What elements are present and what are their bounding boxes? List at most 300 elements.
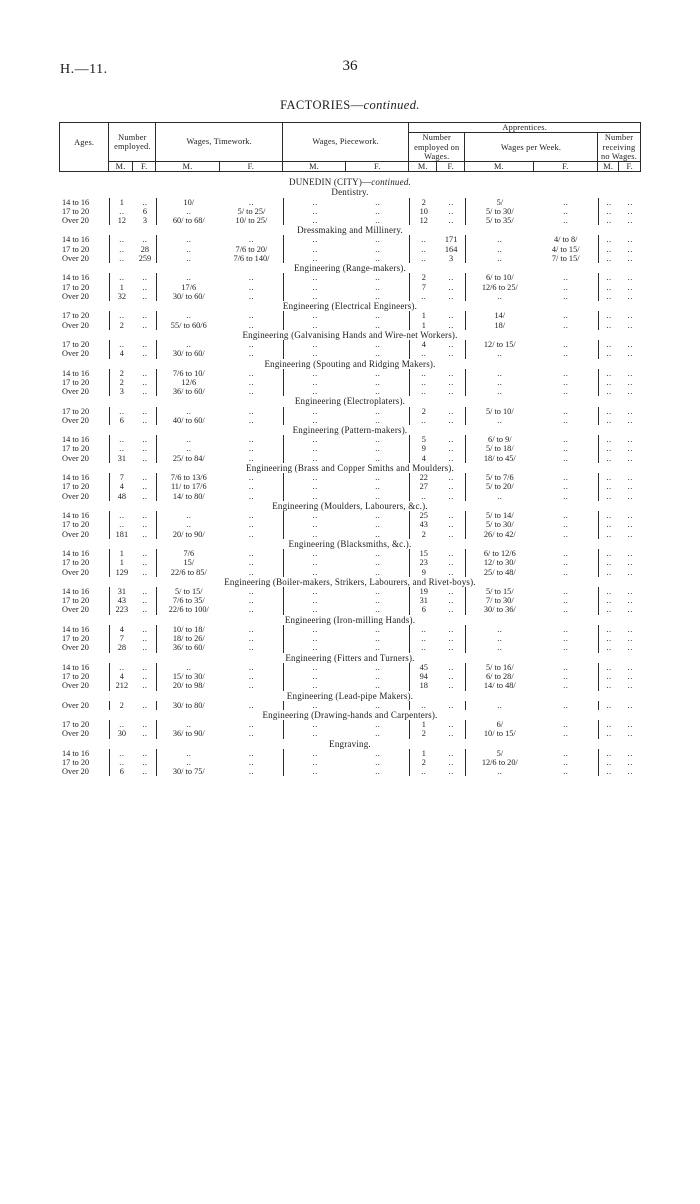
cell-ages: 17 to 20 bbox=[62, 558, 90, 568]
cell-timework-m: 5/ to 15/ bbox=[157, 587, 220, 596]
cell-apprentices-f: .. bbox=[448, 273, 454, 283]
cell-appr-wages-m: 6/ to 12/6 bbox=[465, 549, 534, 558]
cell-number-employed-m: 3 bbox=[110, 387, 134, 396]
table-row bbox=[59, 520, 641, 529]
section-heading: Engineering (Iron-milling Hands). bbox=[284, 614, 416, 625]
cell-apprentices-m: 15 bbox=[410, 549, 438, 558]
cell-apprentices-f: .. bbox=[448, 320, 454, 330]
cell-ages: 17 to 20 bbox=[62, 206, 90, 216]
cell-timework-f: .. bbox=[248, 586, 255, 596]
table-row bbox=[59, 407, 641, 416]
cell-apprentices-m: .. bbox=[410, 254, 438, 263]
cell-no-wages-f: .. bbox=[627, 624, 633, 634]
col-ap-m: M. bbox=[409, 162, 437, 172]
cell-no-wages-m: .. bbox=[598, 558, 619, 567]
cell-apprentices-m: 31 bbox=[410, 596, 438, 605]
cell-piecework-f: .. bbox=[375, 605, 381, 615]
cell-no-wages-m: .. bbox=[598, 643, 619, 652]
cell-appr-wages-m: 14/ bbox=[465, 311, 534, 320]
cell-timework-f: .. bbox=[248, 748, 255, 758]
cell-timework-m: 14/ to 80/ bbox=[157, 492, 220, 501]
cell-piecework-m: .. bbox=[283, 549, 346, 558]
table-row bbox=[59, 321, 641, 330]
cell-piecework-m: .. bbox=[283, 530, 346, 539]
section-heading: Engineering (Pattern-makers). bbox=[292, 425, 408, 436]
cell-ages: 17 to 20 bbox=[62, 719, 90, 729]
section-heading: Engineering (Galvanising Hands and Wire-net Workers). bbox=[242, 329, 458, 340]
cell-number-employed-m: .. bbox=[110, 273, 134, 282]
cell-no-wages-m: .. bbox=[598, 444, 619, 453]
cell-piecework-m: .. bbox=[283, 558, 346, 567]
cell-piecework-m: .. bbox=[283, 349, 346, 358]
section-heading: Engineering (Range-makers). bbox=[294, 263, 406, 274]
cell-timework-m: 12/6 bbox=[157, 378, 220, 387]
cell-timework-m: 10/ to 18/ bbox=[157, 625, 220, 634]
cell-timework-f: .. bbox=[248, 548, 255, 558]
cell-ages: 14 to 16 bbox=[62, 548, 90, 558]
col-nw-m: M. bbox=[598, 162, 619, 172]
cell-piecework-m: .. bbox=[283, 207, 346, 216]
cell-appr-wages-m: 6/ to 28/ bbox=[465, 672, 534, 681]
cell-ages: 14 to 16 bbox=[62, 624, 90, 634]
cell-no-wages-m: .. bbox=[598, 207, 619, 216]
cell-piecework-f: .. bbox=[375, 681, 381, 691]
cell-number-employed-f: .. bbox=[142, 491, 148, 501]
cell-timework-f: 7/6 to 20/ bbox=[235, 244, 268, 254]
cell-piecework-m: .. bbox=[283, 416, 346, 425]
table-caption bbox=[0, 98, 700, 113]
cell-timework-m: .. bbox=[157, 273, 220, 282]
cell-number-employed-m: 212 bbox=[110, 681, 134, 690]
cell-piecework-f: .. bbox=[375, 368, 381, 378]
cell-piecework-f: .. bbox=[375, 482, 381, 492]
cell-timework-f: .. bbox=[248, 453, 255, 463]
cell-apprentices-m: 9 bbox=[410, 444, 438, 453]
cell-piecework-m: .. bbox=[283, 444, 346, 453]
cell-piecework-m: .. bbox=[283, 254, 346, 263]
cell-no-wages-m: .. bbox=[598, 340, 619, 349]
cell-appr-wages-m: 5/ to 18/ bbox=[465, 444, 534, 453]
cell-appr-wages-m: 12/6 to 20/ bbox=[465, 758, 534, 767]
cell-no-wages-m: .. bbox=[598, 767, 619, 776]
cell-timework-m: 40/ to 60/ bbox=[157, 416, 220, 425]
cell-no-wages-f: .. bbox=[627, 681, 633, 691]
cell-piecework-f: .. bbox=[375, 586, 381, 596]
cell-number-employed-m: 1 bbox=[110, 549, 134, 558]
cell-apprentices-f: .. bbox=[448, 339, 454, 349]
section-heading: Engineering (Spouting and Ridging Makers). bbox=[264, 358, 436, 369]
cell-timework-m: 7/6 to 35/ bbox=[157, 596, 220, 605]
section-heading: Engineering (Lead-pipe Makers). bbox=[286, 690, 414, 701]
cell-piecework-f: .. bbox=[375, 491, 381, 501]
cell-ages: 14 to 16 bbox=[62, 273, 90, 283]
cell-no-wages-m: .. bbox=[598, 369, 619, 378]
section-heading-row bbox=[59, 425, 641, 435]
cell-apprentices-m: 18 bbox=[410, 681, 438, 690]
cell-ages: Over 20 bbox=[62, 453, 89, 463]
cell-timework-m: 36/ to 60/ bbox=[157, 387, 220, 396]
cell-piecework-f: .. bbox=[375, 757, 381, 767]
document-reference: H.—11. bbox=[60, 62, 108, 77]
cell-ages: Over 20 bbox=[62, 681, 89, 691]
cell-apprentices-m: .. bbox=[410, 387, 438, 396]
table-row bbox=[59, 701, 641, 710]
cell-ages: Over 20 bbox=[62, 605, 89, 615]
col-wages-piecework: Wages, Piecework. bbox=[282, 123, 408, 162]
cell-number-employed-m: .. bbox=[110, 720, 134, 729]
cell-number-employed-m: 2 bbox=[110, 378, 134, 387]
cell-appr-wages-f: .. bbox=[563, 767, 569, 777]
cell-appr-wages-m: 5/ to 20/ bbox=[465, 482, 534, 491]
cell-no-wages-m: .. bbox=[598, 749, 619, 758]
cell-piecework-f: .. bbox=[375, 662, 381, 672]
cell-timework-f: .. bbox=[248, 349, 255, 359]
cell-timework-f: .. bbox=[248, 681, 255, 691]
cell-appr-wages-f: .. bbox=[563, 757, 569, 767]
cell-appr-wages-f: .. bbox=[563, 368, 569, 378]
cell-no-wages-f: .. bbox=[627, 567, 633, 577]
cell-piecework-m: .. bbox=[283, 407, 346, 416]
cell-number-employed-f: 28 bbox=[140, 244, 150, 254]
cell-apprentices-m: .. bbox=[410, 349, 438, 358]
section-heading: Engineering (Blacksmiths, &c.). bbox=[288, 538, 412, 549]
cell-appr-wages-m: 18/ to 45/ bbox=[465, 454, 534, 463]
cell-number-employed-m: 2 bbox=[110, 369, 134, 378]
col-nw-f: F. bbox=[619, 162, 641, 172]
cell-apprentices-m: 4 bbox=[410, 454, 438, 463]
cell-appr-wages-f: .. bbox=[563, 643, 569, 653]
cell-piecework-f: .. bbox=[375, 548, 381, 558]
cell-number-employed-m: .. bbox=[110, 444, 134, 453]
col-ne-f: F. bbox=[132, 162, 156, 172]
cell-piecework-f: .. bbox=[375, 473, 381, 483]
cell-number-employed-m: .. bbox=[110, 758, 134, 767]
table-row bbox=[59, 198, 641, 207]
cell-appr-wages-f: .. bbox=[563, 671, 569, 681]
cell-timework-m: 7/6 bbox=[157, 549, 220, 558]
cell-timework-m: .. bbox=[157, 749, 220, 758]
cell-apprentices-f: .. bbox=[448, 596, 454, 606]
section-heading-row bbox=[59, 710, 641, 720]
cell-number-employed-f: .. bbox=[142, 643, 148, 653]
cell-timework-m: 30/ to 80/ bbox=[157, 701, 220, 710]
cell-piecework-m: .. bbox=[283, 511, 346, 520]
table-row bbox=[59, 634, 641, 643]
table-row bbox=[59, 758, 641, 767]
cell-timework-f: .. bbox=[248, 435, 255, 445]
page-number: 36 bbox=[342, 58, 358, 74]
col-aw-m: M. bbox=[465, 162, 534, 172]
cell-apprentices-f: 164 bbox=[444, 244, 458, 254]
cell-apprentices-m: 12 bbox=[410, 216, 438, 225]
cell-no-wages-m: .. bbox=[598, 435, 619, 444]
cell-piecework-m: .. bbox=[283, 292, 346, 301]
cell-timework-f: .. bbox=[248, 415, 255, 425]
cell-no-wages-m: .. bbox=[598, 701, 619, 710]
table-caption-continued: continued. bbox=[363, 98, 420, 112]
table-row bbox=[59, 349, 641, 358]
cell-no-wages-m: .. bbox=[598, 407, 619, 416]
cell-apprentices-f: .. bbox=[448, 311, 454, 321]
cell-no-wages-f: .. bbox=[627, 415, 633, 425]
cell-ages: 17 to 20 bbox=[62, 482, 90, 492]
cell-piecework-m: .. bbox=[283, 681, 346, 690]
cell-ages: 14 to 16 bbox=[62, 197, 90, 207]
cell-timework-f: .. bbox=[248, 605, 255, 615]
cell-ages: 17 to 20 bbox=[62, 406, 90, 416]
cell-number-employed-f: .. bbox=[142, 291, 148, 301]
cell-appr-wages-m: .. bbox=[465, 245, 534, 254]
cell-apprentices-f: .. bbox=[448, 282, 454, 292]
district-heading-row bbox=[59, 172, 641, 187]
cell-piecework-f: .. bbox=[375, 700, 381, 710]
cell-number-employed-f: .. bbox=[142, 596, 148, 606]
table-row bbox=[59, 530, 641, 539]
cell-apprentices-f: .. bbox=[448, 387, 454, 397]
cell-apprentices-m: 4 bbox=[410, 340, 438, 349]
cell-apprentices-f: .. bbox=[448, 662, 454, 672]
cell-timework-f: .. bbox=[248, 567, 255, 577]
table-row bbox=[59, 663, 641, 672]
cell-piecework-f: .. bbox=[375, 197, 381, 207]
cell-no-wages-f: .. bbox=[627, 387, 633, 397]
cell-apprentices-f: .. bbox=[448, 197, 454, 207]
cell-appr-wages-f: .. bbox=[563, 511, 569, 521]
cell-appr-wages-m: .. bbox=[465, 292, 534, 301]
cell-number-employed-m: 30 bbox=[110, 729, 134, 738]
cell-no-wages-m: .. bbox=[598, 549, 619, 558]
cell-appr-wages-f: .. bbox=[563, 453, 569, 463]
cell-appr-wages-f: 4/ to 8/ bbox=[553, 235, 578, 245]
cell-apprentices-f: .. bbox=[448, 368, 454, 378]
cell-piecework-f: .. bbox=[375, 216, 381, 226]
section-heading-row bbox=[59, 577, 641, 587]
cell-apprentices-f: .. bbox=[448, 216, 454, 226]
cell-timework-f: .. bbox=[248, 197, 255, 207]
cell-no-wages-f: .. bbox=[627, 548, 633, 558]
cell-appr-wages-f: .. bbox=[563, 719, 569, 729]
cell-timework-m: 15/ to 30/ bbox=[157, 672, 220, 681]
cell-number-employed-f: .. bbox=[142, 767, 148, 777]
cell-apprentices-f: .. bbox=[448, 377, 454, 387]
cell-timework-m: 30/ to 75/ bbox=[157, 767, 220, 776]
cell-piecework-m: .. bbox=[283, 625, 346, 634]
cell-number-employed-m: 6 bbox=[110, 767, 134, 776]
cell-number-employed-m: .. bbox=[110, 207, 134, 216]
cell-piecework-m: .. bbox=[283, 198, 346, 207]
cell-piecework-f: .. bbox=[375, 282, 381, 292]
cell-no-wages-f: .. bbox=[627, 700, 633, 710]
cell-piecework-m: .. bbox=[283, 435, 346, 444]
cell-ages: 17 to 20 bbox=[62, 311, 90, 321]
cell-no-wages-m: .. bbox=[598, 720, 619, 729]
cell-apprentices-f: .. bbox=[448, 558, 454, 568]
cell-no-wages-m: .. bbox=[598, 634, 619, 643]
cell-apprentices-f: .. bbox=[448, 624, 454, 634]
cell-number-employed-f: .. bbox=[142, 235, 148, 245]
cell-apprentices-f: .. bbox=[448, 719, 454, 729]
cell-timework-f: .. bbox=[248, 377, 255, 387]
cell-ages: Over 20 bbox=[62, 700, 89, 710]
cell-no-wages-f: .. bbox=[627, 482, 633, 492]
section-heading-row bbox=[59, 330, 641, 340]
cell-no-wages-m: .. bbox=[598, 416, 619, 425]
cell-appr-wages-f: .. bbox=[563, 311, 569, 321]
cell-appr-wages-f: .. bbox=[563, 320, 569, 330]
col-pw-m: M. bbox=[282, 162, 345, 172]
cell-timework-f: .. bbox=[248, 511, 255, 521]
cell-timework-f: .. bbox=[248, 320, 255, 330]
section-heading: Engineering (Moulders, Labourers, &c.). bbox=[272, 500, 428, 511]
cell-no-wages-m: .. bbox=[598, 605, 619, 614]
cell-apprentices-m: 2 bbox=[410, 273, 438, 282]
cell-timework-m: .. bbox=[157, 758, 220, 767]
cell-no-wages-f: .. bbox=[627, 435, 633, 445]
cell-apprentices-m: 19 bbox=[410, 587, 438, 596]
cell-appr-wages-m: .. bbox=[465, 416, 534, 425]
cell-appr-wages-f: .. bbox=[563, 558, 569, 568]
cell-ages: 14 to 16 bbox=[62, 435, 90, 445]
table-row bbox=[59, 416, 641, 425]
cell-appr-wages-f: .. bbox=[563, 291, 569, 301]
cell-piecework-m: .. bbox=[283, 749, 346, 758]
cell-piecework-f: .. bbox=[375, 748, 381, 758]
cell-piecework-f: .. bbox=[375, 339, 381, 349]
cell-number-employed-m: .. bbox=[110, 663, 134, 672]
cell-apprentices-m: 94 bbox=[410, 672, 438, 681]
table-row bbox=[59, 378, 641, 387]
cell-appr-wages-f: .. bbox=[563, 634, 569, 644]
cell-number-employed-m: .. bbox=[110, 245, 134, 254]
section-heading-row bbox=[59, 539, 641, 549]
table-row bbox=[59, 587, 641, 596]
cell-appr-wages-f: .. bbox=[563, 662, 569, 672]
cell-appr-wages-m: 12/6 to 25/ bbox=[465, 283, 534, 292]
cell-appr-wages-f: .. bbox=[563, 415, 569, 425]
cell-ages: 14 to 16 bbox=[62, 748, 90, 758]
cell-apprentices-m: .. bbox=[410, 378, 438, 387]
cell-timework-f: .. bbox=[248, 643, 255, 653]
cell-number-employed-m: 7 bbox=[110, 473, 134, 482]
cell-piecework-m: .. bbox=[283, 216, 346, 225]
cell-appr-wages-f: .. bbox=[563, 700, 569, 710]
cell-appr-wages-m: 5/ to 16/ bbox=[465, 663, 534, 672]
cell-no-wages-f: .. bbox=[627, 662, 633, 672]
table-row bbox=[59, 292, 641, 301]
cell-piecework-m: .. bbox=[283, 767, 346, 776]
cell-piecework-f: .. bbox=[375, 291, 381, 301]
cell-number-employed-f: .. bbox=[142, 757, 148, 767]
cell-number-employed-f: .. bbox=[142, 624, 148, 634]
table-row bbox=[59, 596, 641, 605]
cell-appr-wages-m: 5/ to 10/ bbox=[465, 407, 534, 416]
cell-appr-wages-f: .. bbox=[563, 567, 569, 577]
cell-timework-m: .. bbox=[157, 520, 220, 529]
cell-timework-f: .. bbox=[248, 368, 255, 378]
cell-appr-wages-m: 5/ bbox=[465, 198, 534, 207]
cell-apprentices-m: 23 bbox=[410, 558, 438, 567]
cell-number-employed-f: .. bbox=[142, 729, 148, 739]
cell-no-wages-f: .. bbox=[627, 605, 633, 615]
cell-timework-f: .. bbox=[248, 729, 255, 739]
column-header-table bbox=[59, 122, 641, 172]
cell-number-employed-m: 32 bbox=[110, 292, 134, 301]
cell-apprentices-f: 171 bbox=[444, 235, 458, 245]
cell-appr-wages-f: .. bbox=[563, 377, 569, 387]
cell-appr-wages-m: 6/ to 10/ bbox=[465, 273, 534, 282]
cell-appr-wages-f: .. bbox=[563, 473, 569, 483]
cell-piecework-f: .. bbox=[375, 244, 381, 254]
cell-piecework-m: .. bbox=[283, 235, 346, 244]
cell-number-employed-f: .. bbox=[142, 444, 148, 454]
cell-apprentices-f: .. bbox=[448, 700, 454, 710]
cell-timework-f: .. bbox=[248, 596, 255, 606]
cell-no-wages-m: .. bbox=[598, 596, 619, 605]
cell-timework-f: .. bbox=[248, 406, 255, 416]
cell-apprentices-m: .. bbox=[410, 369, 438, 378]
cell-number-employed-m: .. bbox=[110, 407, 134, 416]
cell-apprentices-m: .. bbox=[410, 625, 438, 634]
col-ages: Ages. bbox=[60, 123, 109, 162]
cell-no-wages-f: .. bbox=[627, 311, 633, 321]
cell-no-wages-m: .. bbox=[598, 378, 619, 387]
cell-apprentices-f: 3 bbox=[449, 254, 454, 264]
cell-number-employed-f: .. bbox=[142, 511, 148, 521]
cell-no-wages-f: .. bbox=[627, 291, 633, 301]
cell-ages: Over 20 bbox=[62, 291, 89, 301]
cell-ages: 17 to 20 bbox=[62, 444, 90, 454]
cell-apprentices-f: .. bbox=[448, 415, 454, 425]
cell-no-wages-f: .. bbox=[627, 748, 633, 758]
cell-timework-m: 10/ bbox=[157, 198, 220, 207]
table-row bbox=[59, 767, 641, 776]
cell-timework-m: .. bbox=[157, 435, 220, 444]
cell-appr-wages-f: .. bbox=[563, 216, 569, 226]
col-ap-f: F. bbox=[437, 162, 465, 172]
cell-timework-m: 22/6 to 100/ bbox=[157, 605, 220, 614]
cell-timework-m: .. bbox=[157, 663, 220, 672]
cell-number-employed-m: 6 bbox=[110, 416, 134, 425]
cell-timework-f: .. bbox=[248, 491, 255, 501]
cell-appr-wages-m: .. bbox=[465, 378, 534, 387]
col-tw-f: F. bbox=[219, 162, 282, 172]
cell-ages: Over 20 bbox=[62, 216, 89, 226]
cell-number-employed-m: 2 bbox=[110, 701, 134, 710]
cell-no-wages-f: .. bbox=[627, 529, 633, 539]
cell-piecework-f: .. bbox=[375, 643, 381, 653]
cell-apprentices-m: 9 bbox=[410, 568, 438, 577]
cell-timework-m: 25/ to 84/ bbox=[157, 454, 220, 463]
section-heading: Engineering (Electrical Engineers). bbox=[282, 301, 418, 312]
cell-no-wages-m: .. bbox=[598, 216, 619, 225]
cell-appr-wages-m: .. bbox=[465, 767, 534, 776]
cell-number-employed-f: .. bbox=[142, 387, 148, 397]
cell-apprentices-f: .. bbox=[448, 643, 454, 653]
cell-number-employed-f: .. bbox=[142, 558, 148, 568]
cell-ages: 17 to 20 bbox=[62, 520, 90, 530]
cell-no-wages-f: .. bbox=[627, 586, 633, 596]
section-heading-row bbox=[59, 359, 641, 369]
cell-apprentices-f: .. bbox=[448, 435, 454, 445]
cell-timework-m: .. bbox=[157, 407, 220, 416]
cell-piecework-f: .. bbox=[375, 624, 381, 634]
cell-piecework-m: .. bbox=[283, 340, 346, 349]
cell-appr-wages-m: 30/ to 36/ bbox=[465, 605, 534, 614]
cell-apprentices-m: 45 bbox=[410, 663, 438, 672]
cell-apprentices-f: .. bbox=[448, 586, 454, 596]
cell-appr-wages-m: 5/ to 15/ bbox=[465, 587, 534, 596]
cell-apprentices-m: 7 bbox=[410, 283, 438, 292]
